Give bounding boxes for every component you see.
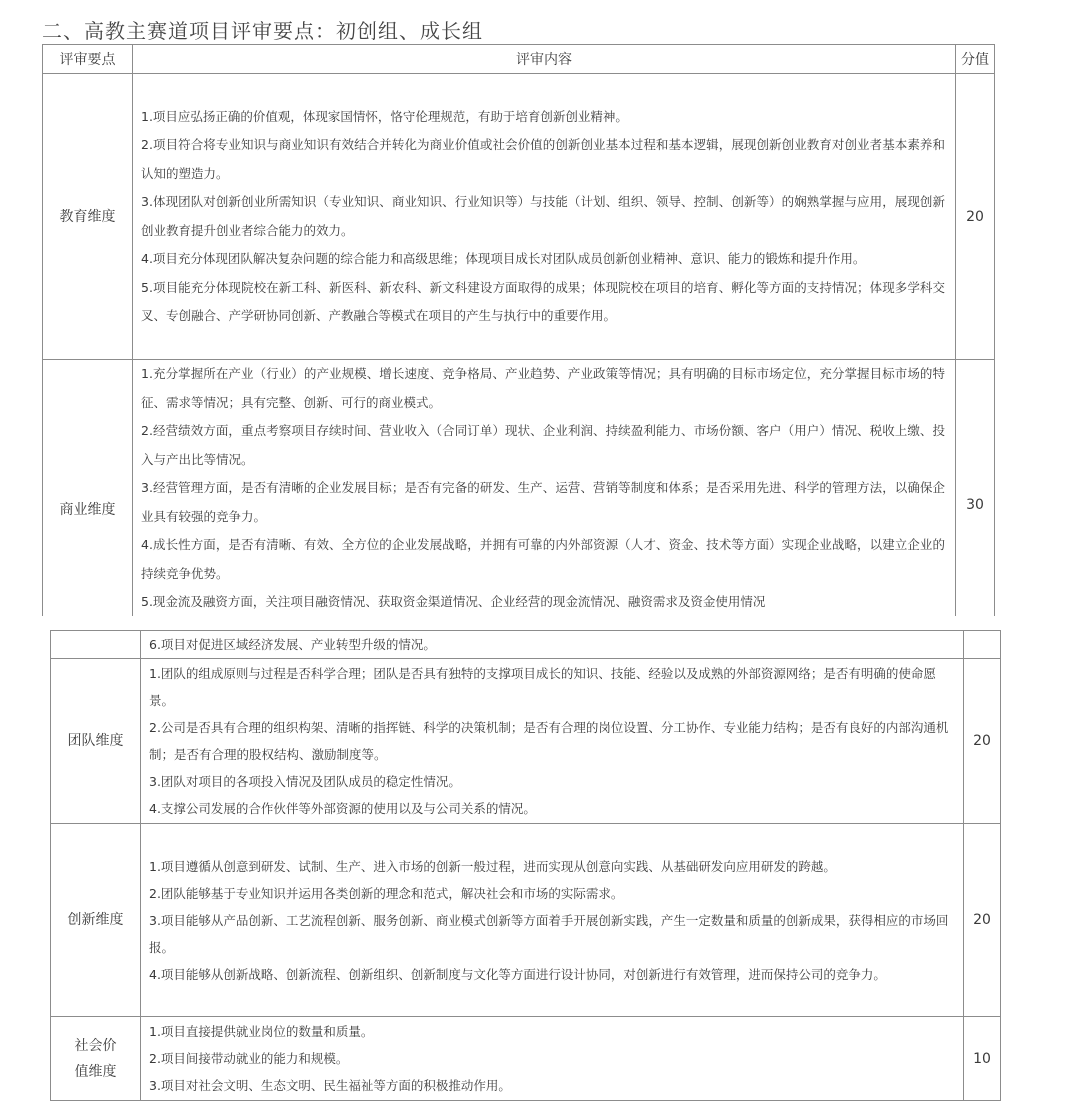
- criteria-name-continued: [51, 631, 141, 659]
- list-item: 2.公司是否具有合理的组织构架、清晰的指挥链、科学的决策机制；是否有合理的岗位设置、分工协作、专业能力结构；是否有良好的内部沟通机制；是否有合理的股权结构、激励制度等。: [149, 720, 949, 762]
- list-item: 3.经营管理方面，是否有清晰的企业发展目标；是否有完备的研发、生产、运营、营销等制度和体系；是否采用先进、科学的管理方法，以确保企业具有较强的竞争力。: [141, 480, 945, 524]
- table-row: [51, 1017, 1001, 1101]
- criteria-content: [141, 1017, 964, 1101]
- criteria-score-continued: [964, 631, 1001, 659]
- criteria-score: 30: [956, 360, 995, 617]
- criteria-name: 商业维度: [43, 360, 133, 617]
- header-criteria: 评审要点: [43, 45, 133, 74]
- criteria-name: 教育维度: [43, 74, 133, 360]
- list-item: 3.团队对项目的各项投入情况及团队成员的稳定性情况。: [149, 774, 461, 789]
- list-item: 3.体现团队对创新创业所需知识（专业知识、商业知识、行业知识等）与技能（计划、组织、领导、控制、创新等）的娴熟掌握与应用，展现创新创业教育提升创业者综合能力的效力。: [141, 194, 945, 238]
- list-item: 3.项目对社会文明、生态文明、民生福祉等方面的积极推动作用。: [149, 1078, 511, 1093]
- criteria-score: 20: [964, 659, 1001, 824]
- criteria-table-lower: [50, 630, 1001, 1101]
- table-row: [43, 360, 995, 617]
- criteria-content: [141, 631, 964, 659]
- list-item: 4.项目充分体现团队解决复杂问题的综合能力和高级思维；体现项目成长对团队成员创新创业精神、意识、能力的锻炼和提升作用。: [141, 251, 866, 266]
- table-row: [51, 631, 1001, 659]
- criteria-name: 社会价值维度: [51, 1017, 141, 1101]
- table-row: [51, 659, 1001, 824]
- criteria-score: 20: [964, 824, 1001, 1017]
- list-item: 5.项目能充分体现院校在新工科、新医科、新农科、新文科建设方面取得的成果；体现院校在项目的培育、孵化等方面的支持情况；体现多学科交叉、专创融合、产学研协同创新、产教融合等模式在项目的产生与执行中的重要作用。: [141, 279, 945, 323]
- criteria-score: 10: [964, 1017, 1001, 1101]
- list-item: 2.团队能够基于专业知识并运用各类创新的理念和范式，解决社会和市场的实际需求。: [149, 885, 624, 901]
- criteria-table-upper: [42, 44, 995, 616]
- criteria-content: [141, 659, 964, 824]
- page-title: 二、高教主赛道项目评审要点：初创组、成长组: [42, 19, 483, 43]
- list-item: 1.团队的组成原则与过程是否科学合理；团队是否具有独特的支撑项目成长的知识、技能、经验以及成熟的外部资源网络；是否有明确的使命愿景。: [149, 666, 936, 708]
- list-item: 1.项目应弘扬正确的价值观，体现家国情怀，恪守伦理规范，有助于培育创新创业精神。: [141, 108, 628, 124]
- criteria-name: 团队维度: [51, 659, 141, 824]
- list-item: 5.现金流及融资方面，关注项目融资情况、获取资金渠道情况、企业经营的现金流情况、融资需求及资金使用情况: [141, 594, 766, 609]
- list-item: 2.项目间接带动就业的能力和规模。: [149, 1051, 349, 1066]
- list-item: 1.充分掌握所在产业（行业）的产业规模、增长速度、竞争格局、产业趋势、产业政策等情况；具有明确的目标市场定位，充分掌握目标市场的特征、需求等情况；具有完整、创新、可行的商业模式。: [141, 366, 945, 410]
- criteria-name: 创新维度: [51, 824, 141, 1017]
- header-score: 分值: [956, 45, 995, 74]
- list-item: 6.项目对促进区域经济发展、产业转型升级的情况。: [149, 637, 436, 652]
- list-item: 3.项目能够从产品创新、工艺流程创新、服务创新、商业模式创新等方面着手开展创新实践，产生一定数量和质量的创新成果，获得相应的市场回报。: [149, 912, 949, 955]
- list-item: 4.项目能够从创新战略、创新流程、创新组织、创新制度与文化等方面进行设计协同，对创新进行有效管理，进而保持公司的竞争力。: [149, 966, 886, 982]
- criteria-content: [133, 74, 956, 360]
- list-item: 1.项目直接提供就业岗位的数量和质量。: [149, 1024, 374, 1039]
- list-item: 1.项目遵循从创意到研发、试制、生产、进入市场的创新一般过程，进而实现从创意向实践、从基础研发向应用研发的跨越。: [149, 858, 836, 874]
- table-row: [43, 74, 995, 360]
- list-item: 4.支撑公司发展的合作伙伴等外部资源的使用以及与公司关系的情况。: [149, 801, 536, 816]
- criteria-score: 20: [956, 74, 995, 360]
- list-item: 2.项目符合将专业知识与商业知识有效结合并转化为商业价值或社会价值的创新创业基本过程和基本逻辑，展现创新创业教育对创业者基本素养和认知的塑造力。: [141, 137, 945, 181]
- table-header-row: [43, 45, 995, 74]
- header-content: 评审内容: [133, 45, 956, 74]
- list-item: 4.成长性方面，是否有清晰、有效、全方位的企业发展战略，并拥有可靠的内外部资源（人才、资金、技术等方面）实现企业战略，以建立企业的持续竞争优势。: [141, 537, 945, 581]
- list-item: 2.经营绩效方面，重点考察项目存续时间、营业收入（合同订单）现状、企业利润、持续盈利能力、市场份额、客户（用户）情况、税收上缴、投入与产出比等情况。: [141, 423, 945, 467]
- table-row: [51, 824, 1001, 1017]
- criteria-content: [141, 824, 964, 1017]
- criteria-content: [133, 360, 956, 617]
